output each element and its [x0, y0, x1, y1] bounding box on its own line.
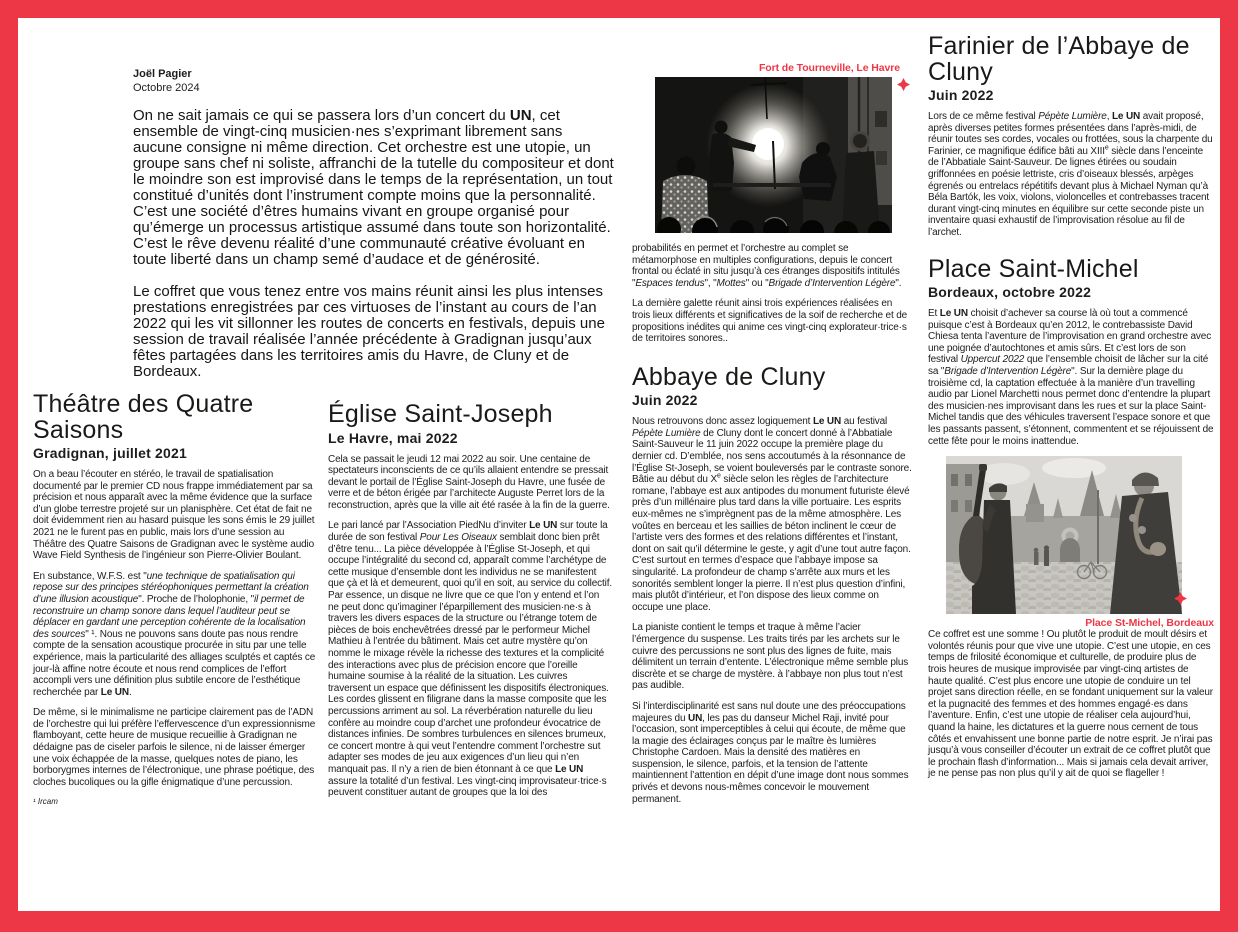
section-title: Théâtre des Quatre Saisons: [33, 390, 254, 444]
paragraph: Nous retrouvons donc assez logiquement Le UN au festival Pépète Lumière de Cluny dont le concert donné à l’Abbatiale Saint-Sauveur le 11 juin 2022 occupe la première plage du dernier cd. D’emblée, nos sens accoutumés à la résonnance de l’Église St-Joseph, se voient bouleversés par le contraste sonore. Bâtie au début du Xe siècle selon les règles de l’architecture romane, l’abbaye est aux antipodes du monument futuriste élevé près d’un millénaire plus tard dans la ville portuaire. Les esprits eux-mêmes ne s’imprègnent pas de la même atmosphère. Les voûtes en berceau et les saillies de béton inclinent le cœur de l’artiste vers des formes et des relations différentes et l’instant, dont on sait qu’il détermine le geste, y agit d’une tout autre façon. C’est surtout en termes d’espace que l’abbaye impose sa singularité. La profondeur de champ s’arrête aux murs et les sonorités semblent longer la pierre. Il n’est plus question d’infini, mais plutôt d’intérieur, et l’on dispose des lieux comme on occupe une place.: [632, 416, 912, 613]
page-sheet: [18, 18, 1220, 911]
paragraph: Lors de ce même festival Pépète Lumière, Le UN avait proposé, après diverses petites formes présentées dans l’après-midi, de réunir toutes ses cordes, vocales ou frottées, sous la charpente du Farinier, ce magnifique édifice bâti au XIIIe siècle dans l’enceinte de l’Abbatiale Saint-Sauveur. De lignes étirées ou soudain griffonnées en poésie lettriste, cris d’oiseaux blessés, arpèges égrenés ou entrelacs répétitifs devant plus à Michael Nyman qu’à Béla Bartók, les voix, violons, violoncelles et contrebasses tracent durant vingt-cinq minutes en équilibre sur cette seconde piste un inventaire quasi exhaustif de l’improvisation résolue au fil de l’archet.: [928, 111, 1213, 238]
four-petal-asterisk-icon: [897, 78, 910, 91]
intro-block: [133, 108, 615, 396]
section-place-saint-michel: [928, 254, 1214, 448]
section-title: Farinier de l’Abbaye de Cluny: [928, 32, 1190, 86]
photo-place-st-michel: [946, 456, 1182, 614]
photo-block-tourneville: [632, 62, 912, 233]
section-subtitle: Juin 2022: [928, 87, 994, 103]
paragraph: Le pari lancé par l’Association PiedNu d’inviter Le UN sur toute la durée de son festival Pour Les Oiseaux semblait donc bien prêt d’être tenu... La pièce développée à l’Église St-Joseph, et qui occupe l’intégralité du second cd, apparaît comme l’archétype de cette musique d’ensemble dont les individus ne se manifestent que çà et là et demeurent, quoi qu’il en soit, au service du collectif. Par essence, un disque ne livre que ce que l’on y entend et l’on ne peut donc qu’imaginer l’éparpillement des musicien·ne·s à travers les divers espaces de la structure ou l’étrange totem de pièces de bois enchevêtrées dressé par le performeur Michel Mathieu à l’entrée du bâtiment. Mais cet autre mystère qu’on nomme le mixage révèle la richesse des textures et la complicité des interactions avec plus de précision encore que l’oreille humaine soumise à la réalité de la situation. Les cuivres traversent un espace que définissent les dispositifs électroniques. Les cordes glissent en filigrane dans la masse composite que les percussions arriment au sol. La réverbération naturelle du lieu confère au moindre coup d’archet une profondeur évocatrice de distances infinies. De sombres turbulences en silences brumeux, ce concert montre à qui veut l’entendre comment l’orchestre sut adapter ses modes de jeu aux exigences d’un lieu qui n’en manquait pas. Il n’y a rien de bien étonnant à ce que Le UN assure la totalité d’un festival. Les vingt-cinq improvisateur·trice·s peuvent constituer autant de groupes que la loi des: [328, 520, 612, 799]
footnote: ¹ Ircam: [33, 797, 58, 807]
photo-fort-tourneville: [655, 77, 892, 233]
paragraph: Ce coffret est une somme ! Ou plutôt le produit de moult désirs et volontés réunis pour que vive une utopie. C’est une utopie, en ces temps de frilosité économique et culturelle, de produire plus de trois heures de musique improvisée par vingt-cinq artistes de haute qualité. C’est plus encore une utopie de conduire un tel projet sans direction réelle, en se fondant uniquement sur la valeur et la pugnacité des femmes et des hommes engagé·es dans l’aventure. Enfin, c’est une utopie de réaliser cela aujourd’hui, quand la haine, les dictatures et la guerre nous cernent de tous côtés et envahissent une bonne partie de notre esprit. Je n’irai pas jusqu’à vous conseiller d’écouter un extrait de ce coffret plutôt que le prochain flash d’information... Mais si jamais cela devait arriver, je ne pense pas non plus qu’il y ait de quoi se flageller !: [928, 629, 1213, 780]
byline: [133, 68, 200, 95]
photo-caption: Place St-Michel, Bordeaux: [1085, 617, 1214, 630]
column-three: [632, 62, 912, 814]
column-four: [928, 34, 1214, 789]
paragraph: La dernière galette réunit ainsi trois expériences réalisées en trois lieux différents et significatives de la soif de recherche et de propositions inédites qui anime ces vingt-cinq explorateur·trice·s de territoires sonores..: [632, 298, 908, 345]
section-title: Abbaye de Cluny: [632, 362, 826, 391]
section-subtitle: Gradignan, juillet 2021: [33, 445, 187, 461]
byline-date: Octobre 2024: [133, 81, 200, 94]
section-farinier: [928, 34, 1214, 239]
section-title: Église Saint-Joseph: [328, 400, 553, 428]
section-subtitle: Juin 2022: [632, 392, 698, 409]
intro-paragraph: Le coffret que vous tenez entre vos mains réunit ainsi les plus intenses prestations enregistrées par ces virtuoses de l’instant au cours de l’an 2022 qui les vit sillonner les routes de concerts en festivals, depuis une session de travail réalisée l’année précédente à Gradignan jusqu’aux fêtes partagées dans les territoires amis du Havre, de Cluny et de Bordeaux.: [133, 283, 605, 380]
section-subtitle: Bordeaux, octobre 2022: [928, 284, 1092, 301]
section-theatre-quatre-saisons: [33, 392, 319, 806]
paragraph: Si l’interdisciplinarité est sans nul doute une des préoccupations majeures du UN, les pas du danseur Michel Raji, invité pour l’occasion, sont imperceptibles à celui qui écoute, de même que la magie des éclairages conçus par le maître ès lumières Christophe Cardoen. Mais la densité des matières en suspension, le silence, parfois, et la tension de l’attente maintiennent l’attention en dépit d’une image dont nous sommes privés et devons nous-mêmes concevoir le mouvement permanent.: [632, 700, 909, 805]
paragraph: De même, si le minimalisme ne participe clairement pas de l’ADN de l’orchestre qui lui préfère l’effervescence d’un expressionnisme flamboyant, cette heure de musique recueillie à Gradignan ne dédaigne pas de ciseler parfois le silence, ni de laisser émerger une voix échappée de la masse, quelques notes de piano, les borborygmes internes de l’électronique, une phrase poétique, des cloches bucoliques ou la gifle énigmatique d’une percussion.: [33, 707, 316, 788]
paragraph: On a beau l’écouter en stéréo, le travail de spatialisation documenté par le premier CD nous frappe immédiatement par sa précision et nous apparaît avec la même évidence que la surface d’un globe terrestre projeté sur un planisphère. Cet état de fait ne doit évidemment rien au hasard puisque les sons émis le 29 juillet 2021 ne le furent pas en public, mais lors d’une session au Théâtre des Quatre Saisons de Gradignan avec le système audio Wave Field Synthesis de l’ingénieur son Pierre-Olivier Boulant.: [33, 469, 315, 562]
photo-block-st-michel: [928, 456, 1214, 629]
intro-paragraph: On ne sait jamais ce qui se passera lors d’un concert du UN, cet ensemble de vingt-cinq musicien·nes s’exprimant librement sans aucune consigne ni même direction. Cet orchestre est une utopie, un groupe sans chef ni soliste, affranchi de la tutelle du compositeur et dont le moindre son est improvisé dans le temps de la représentation, un tout constitué d’unités dont l’instrument compte moins que la personnalité. C’est une société d’êtres humains vivant en groupe organisé pour qu’émerge un processus artistique assumé dans toute son horizontalité. C’est le rêve devenu réalité d’une communauté créative évoluant en toute liberté dans un champ semé d’audace et de générosité.: [133, 107, 614, 268]
section-eglise-saint-joseph: [328, 402, 612, 808]
paragraph: Et Le UN choisit d’achever sa course là où tout a commencé puisque c’est à Bordeaux qu’en 2012, le contrebassiste David Chiesa tenta l’aventure de l’improvisation en grand orchestre avec une poignée d’autochtones et amis sûrs. Et c’est lors de son festival Uppercut 2022 que l’ensemble choisit de lâcher sur la cité sa "Brigade d’Intervention Légère". Sur la dernière plage du troisième cd, la captation effectuée à la manière d’un travelling audio par Lionel Marchetti nous permet donc d’entendre la plupart des musicien·nes improvisant dans les rues et sur la place Saint-Michel tandis que des véhicules traversent l’espace sonore et que les passants passent, s’étonnent, commentent et se réjouissent de cette fête pour le moins inattendue.: [928, 308, 1214, 447]
section-abbaye-de-cluny: [632, 362, 912, 806]
four-petal-asterisk-icon: [1174, 592, 1187, 605]
section-subtitle: Le Havre, mai 2022: [328, 429, 458, 446]
paragraph: probabilités en permet et l’orchestre au complet se métamorphose en multiples configurations, depuis le concert frontal ou éclaté in situ jusqu’à ces étranges dispositifs intitulés "Espaces tendus", "Mottes" ou "Brigade d’Intervention Légère".: [632, 243, 902, 289]
section-title: Place Saint-Michel: [928, 254, 1139, 283]
byline-author: Joël Pagier: [133, 68, 192, 80]
photo-caption: Fort de Tourneville, Le Havre: [758, 62, 900, 74]
paragraph: La pianiste contient le temps et traque à même l’acier l’émergence du suspense. Les traits tirés par les archets sur le cuivre des percussions ne sont plus des lignes de fuite, mais délimitent un terrain d’entente. L’électronique même semble plus discrète et se charge de mystère. à l’abbaye non plus tout n’est pas audible.: [632, 622, 909, 692]
paragraph: Cela se passait le jeudi 12 mai 2022 au soir. Une centaine de spectateurs inconscients de ce qu’ils allaient entendre se pressait devant le portail de l’Église Saint-Joseph du Havre, une fusée de verre et de béton érigée par l’architecte Auguste Perret lors de la reconstruction, après que la ville ait été rasée à la fin de la guerre.: [328, 453, 610, 511]
paragraph: En substance, W.F.S. est "une technique de spatialisation qui repose sur des principes stéréophoniques permettant la création d’une illusion acoustique". Proche de l’holophonie, "il permet de reconstruire un champ sonore dans lequel l’auditeur peut se déplacer en gardant une perception cohérente de la localisation des sources" ¹. Nous ne pouvons sans doute pas nous rendre compte de la sensation acoustique procurée in situ par une telle expérience, mais la particularité des alliages sculptés et captés ce jour-là affine notre écoute et nous rend complices de l’effort accompli vers une définition plus subtile encore de l’esthétique recherchée par Le UN.: [33, 570, 316, 698]
